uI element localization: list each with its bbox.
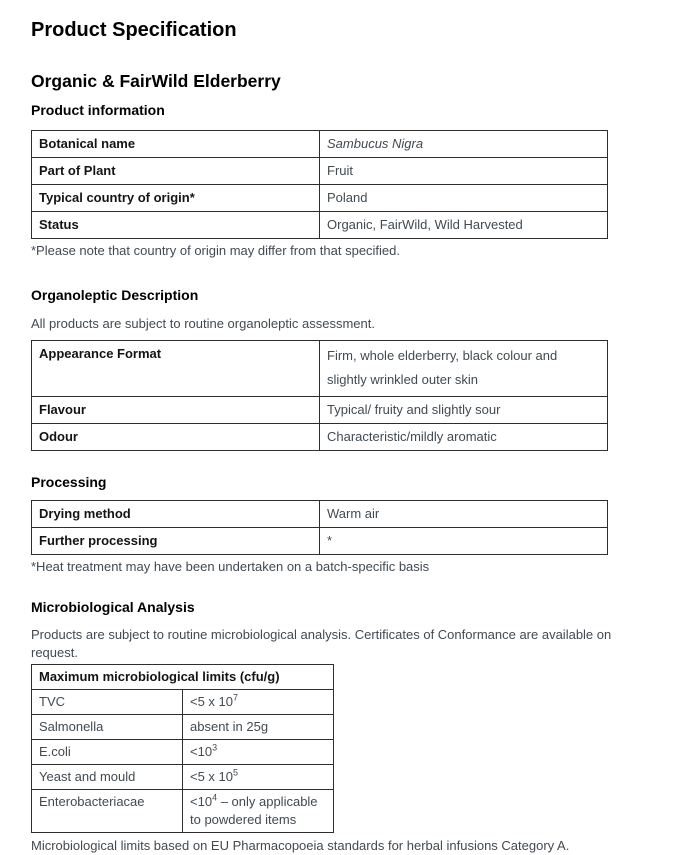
limit-exponent: 4 bbox=[212, 792, 218, 803]
section-heading-organoleptic: Organoleptic Description bbox=[31, 287, 199, 303]
limit-note: – only applicable to powdered items bbox=[190, 794, 318, 827]
row-value bbox=[183, 690, 334, 715]
table-row-part-of-plant bbox=[32, 158, 608, 185]
row-label: E.coli bbox=[32, 740, 183, 765]
limit-exponent: 3 bbox=[212, 742, 218, 753]
row-value: Fruit bbox=[320, 158, 608, 185]
row-label: Typical country of origin* bbox=[32, 185, 320, 212]
limit-exponent: 7 bbox=[233, 692, 239, 703]
table-row-yeast-and-mould bbox=[32, 765, 334, 790]
table-row-flavour bbox=[32, 397, 608, 424]
row-value bbox=[183, 740, 334, 765]
microbiological-limits-table bbox=[31, 664, 334, 833]
limit-value: <10 bbox=[190, 794, 213, 809]
table-header-row bbox=[32, 665, 334, 690]
product-heading: Organic & FairWild Elderberry bbox=[31, 71, 281, 91]
organoleptic-table bbox=[31, 340, 608, 451]
row-label: Salmonella bbox=[32, 715, 183, 740]
table-row-country-of-origin bbox=[32, 185, 608, 212]
row-value: Organic, FairWild, Wild Harvested bbox=[320, 212, 608, 239]
section-heading-microbiological: Microbiological Analysis bbox=[31, 599, 195, 615]
limit-value: absent in 25g bbox=[190, 719, 269, 734]
pharmacopoeia-footnote: Microbiological limits based on EU Pharmacopoeia standards for herbal infusions Category A. bbox=[31, 838, 570, 853]
row-label: Further processing bbox=[32, 528, 320, 555]
row-label: Odour bbox=[32, 424, 320, 451]
row-value: Firm, whole elderberry, black colour and slightly wrinkled outer skin bbox=[320, 341, 608, 397]
section-heading-product-information: Product information bbox=[31, 102, 165, 118]
limit-value: <5 x 10 bbox=[190, 769, 234, 784]
table-row-drying-method bbox=[32, 501, 608, 528]
row-value: Poland bbox=[320, 185, 608, 212]
limit-exponent: 5 bbox=[233, 767, 239, 778]
row-value: Warm air bbox=[320, 501, 608, 528]
organoleptic-intro: All products are subject to routine organoleptic assessment. bbox=[31, 316, 375, 331]
table-row-further-processing bbox=[32, 528, 608, 555]
product-information-table bbox=[31, 130, 608, 239]
table-row-tvc bbox=[32, 690, 334, 715]
row-value bbox=[183, 790, 334, 833]
row-value: * bbox=[320, 528, 608, 555]
origin-footnote: *Please note that country of origin may differ from that specified. bbox=[31, 243, 401, 258]
limit-value: <10 bbox=[190, 744, 213, 759]
row-value: Sambucus Nigra bbox=[320, 131, 608, 158]
row-label: Appearance Format bbox=[32, 341, 320, 397]
table-row-salmonella bbox=[32, 715, 334, 740]
row-label: Yeast and mould bbox=[32, 765, 183, 790]
limit-value: <5 x 10 bbox=[190, 694, 234, 709]
row-label: Flavour bbox=[32, 397, 320, 424]
table-row-status bbox=[32, 212, 608, 239]
table-row-appearance-format bbox=[32, 341, 608, 397]
row-label: Drying method bbox=[32, 501, 320, 528]
row-label: TVC bbox=[32, 690, 183, 715]
heat-treatment-footnote: *Heat treatment may have been undertaken on a batch-specific basis bbox=[31, 559, 430, 574]
row-value: Characteristic/mildly aromatic bbox=[320, 424, 608, 451]
table-row-botanical-name bbox=[32, 131, 608, 158]
table-row-enterobacteriacae bbox=[32, 790, 334, 833]
table-row-odour bbox=[32, 424, 608, 451]
row-label: Part of Plant bbox=[32, 158, 320, 185]
section-heading-processing: Processing bbox=[31, 474, 107, 490]
table-row-ecoli bbox=[32, 740, 334, 765]
row-label: Botanical name bbox=[32, 131, 320, 158]
row-label: Enterobacteriacae bbox=[32, 790, 183, 833]
row-value: Typical/ fruity and slightly sour bbox=[320, 397, 608, 424]
row-label: Status bbox=[32, 212, 320, 239]
page-title: Product Specification bbox=[31, 19, 237, 41]
processing-table bbox=[31, 500, 608, 555]
microbiological-intro: Products are subject to routine microbiological analysis. Certificates of Conformance are available on request. bbox=[31, 627, 612, 660]
row-value bbox=[183, 715, 334, 740]
limits-header-cell: Maximum microbiological limits (cfu/g) bbox=[32, 665, 334, 690]
row-value bbox=[183, 765, 334, 790]
